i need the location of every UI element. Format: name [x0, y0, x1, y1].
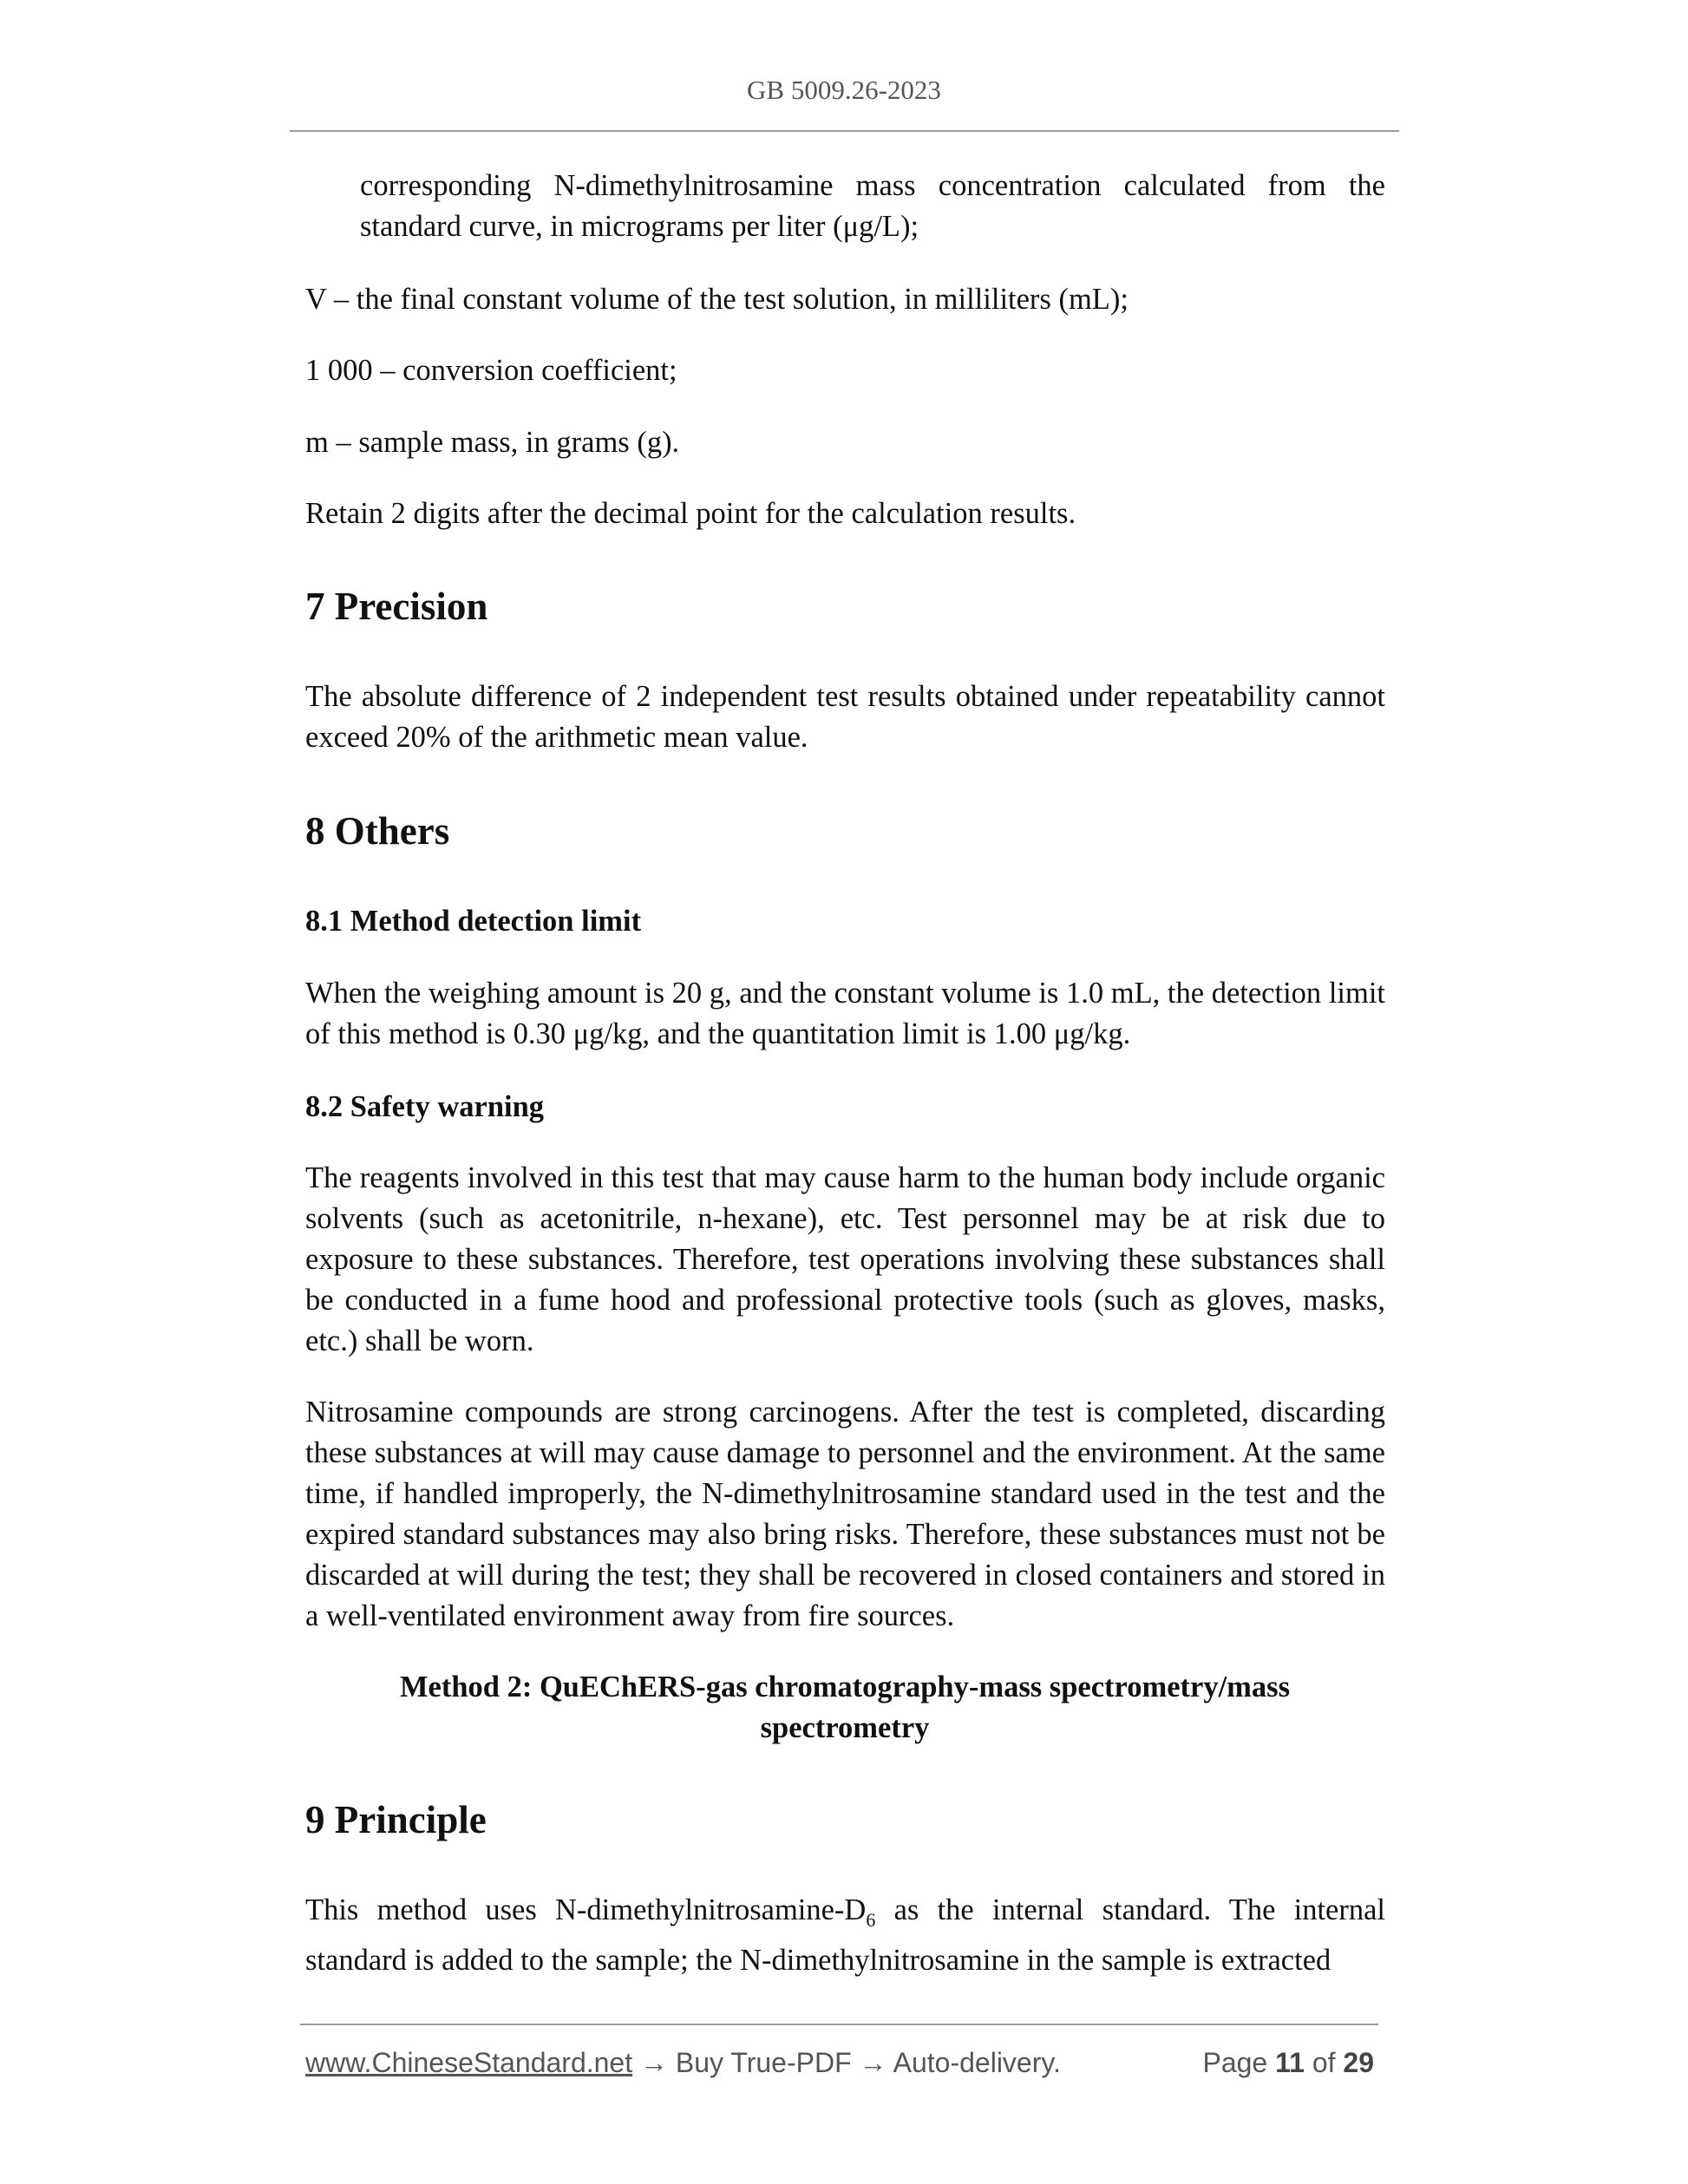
paragraph-continuation: corresponding N-dimethylnitrosamine mass concentration calculated from the standard curve, in micrograms per liter (μg/L);	[360, 169, 1385, 243]
heading-9-principle: 9 Principle	[305, 1798, 487, 1841]
paragraph-1000-definition: 1 000 – conversion coefficient;	[305, 354, 677, 387]
chinesestandard-link[interactable]: www.ChineseStandard.net	[305, 2047, 633, 2078]
arrow-right-icon: →	[640, 2047, 668, 2078]
principle-subscript: 6	[866, 1908, 876, 1931]
heading-7-precision: 7 Precision	[305, 585, 488, 628]
page-label: Page	[1202, 2047, 1268, 2078]
method-2-title: Method 2: QuEChERS-gas chromatography-mass spectrometry/mass spectrometry	[399, 1671, 1291, 1744]
footer-divider	[300, 2024, 1378, 2025]
heading-8-others: 8 Others	[305, 809, 450, 853]
footer-promo	[305, 2047, 1061, 2079]
paragraph-principle	[305, 1890, 1385, 1981]
paragraph-precision: The absolute difference of 2 independent test results obtained under repeatability cannot exceed 20% of the arithmetic mean value.	[305, 680, 1385, 754]
paragraph-m-definition: m – sample mass, in grams (g).	[305, 426, 680, 459]
current-page: 11	[1275, 2047, 1305, 2078]
paragraph-safety-nitrosamine: Nitrosamine compounds are strong carcinogens. After the test is completed, discarding these substances at will may cause damage to personnel and the environment. At the same time, if handled improperly, the N-dimethylnitrosamine standard used in the test and the expired standard substances may also bring risks. Therefore, these substances must not be discarded at will during the test; they shall be recovered in closed containers and stored in a well-ventilated environment away from fire sources.	[305, 1396, 1385, 1632]
heading-8-1: 8.1 Method detection limit	[305, 905, 642, 938]
paragraph-detection-limit: When the weighing amount is 20 g, and the constant volume is 1.0 mL, the detection limit of this method is 0.30 μg/kg, and the quantitation limit is 1.00 μg/kg.	[305, 977, 1385, 1050]
principle-text-b: as the internal standard. The internal standard is added to the sample; the N-dimethylnitrosamine in the sample is extracted	[305, 1893, 1386, 1977]
total-pages: 29	[1343, 2047, 1374, 2078]
auto-delivery-text: Auto-delivery.	[893, 2047, 1061, 2078]
buy-true-pdf-text: Buy True-PDF	[675, 2047, 852, 2078]
heading-8-2: 8.2 Safety warning	[305, 1090, 545, 1123]
header-divider	[290, 130, 1399, 132]
of-label: of	[1312, 2047, 1336, 2078]
paragraph-retain-digits: Retain 2 digits after the decimal point for the calculation results.	[305, 497, 1076, 530]
page-number	[1202, 2047, 1374, 2079]
document-id-header: GB 5009.26-2023	[747, 75, 941, 105]
paragraph-v-definition: V – the final constant volume of the test solution, in milliliters (mL);	[305, 283, 1129, 316]
principle-text-a: This method uses N-dimethylnitrosamine-D	[305, 1893, 867, 1926]
paragraph-safety-reagents: The reagents involved in this test that may cause harm to the human body include organic solvents (such as acetonitrile, n-hexane), etc. Test personnel may be at risk due to exposure to these substances. Therefore, test operations involving these substances shall be conducted in a fume hood and professional protective tools (such as gloves, masks, etc.) shall be worn.	[305, 1161, 1385, 1357]
arrow-right-icon: →	[859, 2047, 887, 2078]
